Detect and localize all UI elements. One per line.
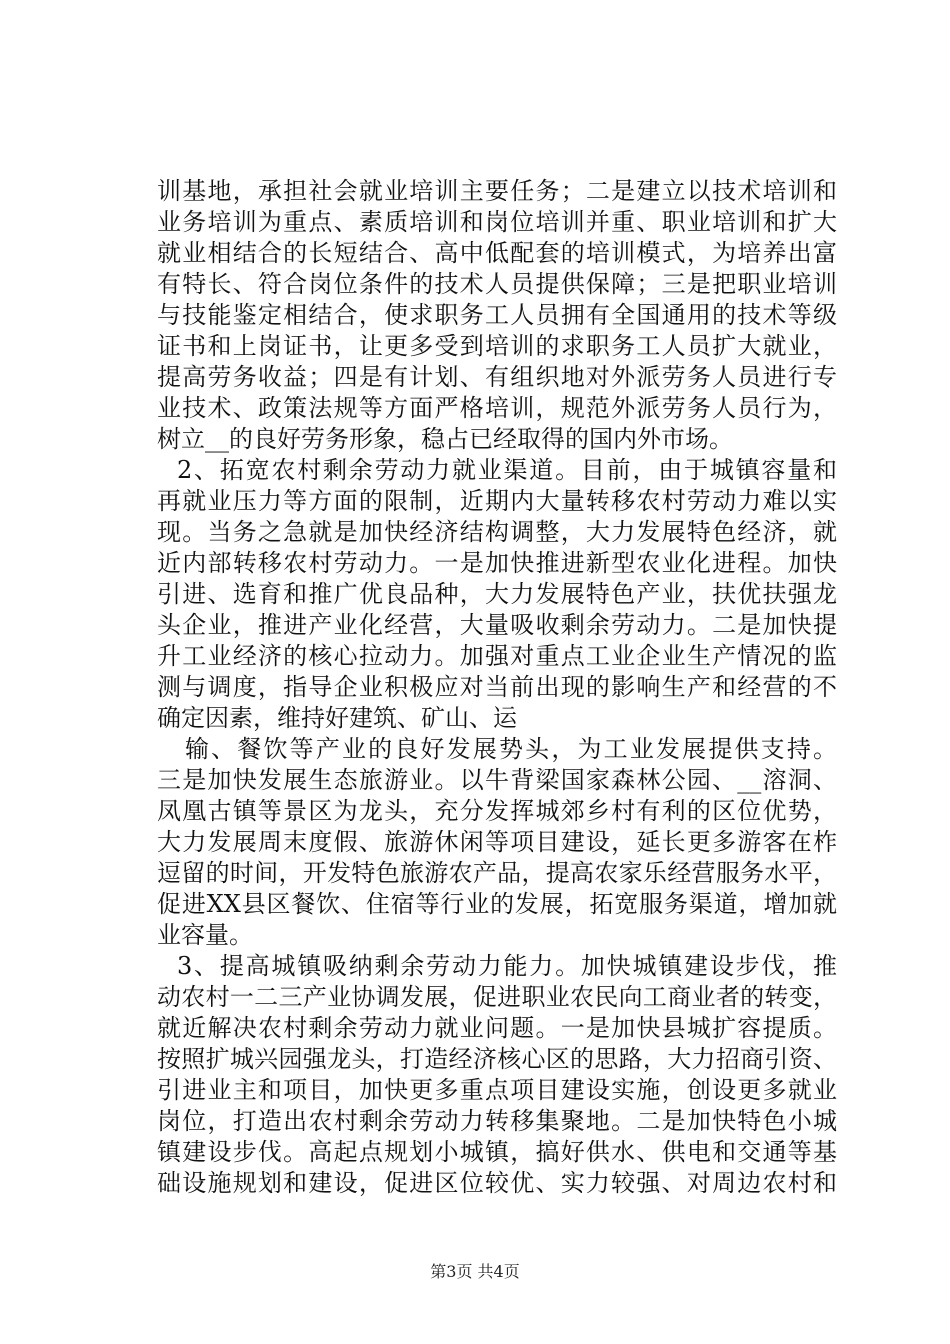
text-line: 3、提高城镇吸纳剩余劳动力能力。加快城镇建设步伐，推 (177, 952, 837, 980)
text-line: 提高劳务收益；四是有计划、有组织地对外派劳务人员进行专 (157, 363, 837, 391)
text-line: 树立__的良好劳务形象，稳占已经取得的国内外市场。 (157, 425, 733, 453)
text-line: 业容量。 (157, 921, 253, 949)
text-line: 三是加快发展生态旅游业。以牛背梁国家森林公园、__溶洞、 (157, 766, 837, 794)
text-line: 升工业经济的核心拉动力。加强对重点工业企业生产情况的监 (157, 642, 837, 670)
text-line: 与技能鉴定相结合，使求职务工人员拥有全国通用的技术等级 (157, 301, 837, 329)
text-line: 镇建设步伐。高起点规划小城镇，搞好供水、供电和交通等基 (157, 1138, 837, 1166)
text-line: 岗位，打造出农村剩余劳动力转移集聚地。二是加快特色小城 (157, 1107, 837, 1135)
text-line: 就业相结合的长短结合、高中低配套的培训模式，为培养出富 (157, 239, 837, 267)
text-line: 训基地，承担社会就业培训主要任务；二是建立以技术培训和 (157, 177, 837, 205)
text-line: 有特长、符合岗位条件的技术人员提供保障；三是把职业培训 (157, 270, 837, 298)
text-line: 按照扩城兴园强龙头，打造经济核心区的思路，大力招商引资、 (157, 1045, 837, 1073)
text-line: 凤凰古镇等景区为龙头，充分发挥城郊乡村有利的区位优势， (157, 797, 837, 825)
text-line: 测与调度，指导企业积极应对当前出现的影响生产和经营的不 (157, 673, 837, 701)
text-line: 近内部转移农村劳动力。一是加快推进新型农业化进程。加快 (157, 549, 837, 577)
text-line: 就近解决农村剩余劳动力就业问题。一是加快县城扩容提质。 (157, 1014, 837, 1042)
text-line: 动农村一二三产业协调发展，促进职业农民向工商业者的转变， (157, 983, 837, 1011)
text-line: 头企业，推进产业化经营，大量吸收剩余劳动力。二是加快提 (157, 611, 837, 639)
text-line: 输、餐饮等产业的良好发展势头，为工业发展提供支持。 (185, 735, 837, 763)
text-line: 础设施规划和建设，促进区位较优、实力较强、对周边农村和 (157, 1169, 837, 1197)
text-line: 2、拓宽农村剩余劳动力就业渠道。目前，由于城镇容量和 (177, 456, 837, 484)
text-line: 大力发展周末度假、旅游休闲等项目建设，延长更多游客在柞 (157, 828, 837, 856)
text-line: 再就业压力等方面的限制，近期内大量转移农村劳动力难以实 (157, 487, 837, 515)
text-line: 现。当务之急就是加快经济结构调整，大力发展特色经济，就 (157, 518, 837, 546)
text-line: 促进XX县区餐饮、住宿等行业的发展，拓宽服务渠道，增加就 (157, 890, 837, 918)
text-line: 引进业主和项目，加快更多重点项目建设实施，创设更多就业 (157, 1076, 837, 1104)
text-line: 证书和上岗证书，让更多受到培训的求职务工人员扩大就业， (157, 332, 837, 360)
text-line: 确定因素，维持好建筑、矿山、运 (157, 704, 517, 732)
page-footer: 第3页 共4页 (430, 1262, 520, 1281)
text-line: 业务培训为重点、素质培训和岗位培训并重、职业培训和扩大 (157, 208, 837, 236)
text-line: 引进、选育和推广优良品种，大力发展特色产业，扶优扶强龙 (157, 580, 837, 608)
text-line: 业技术、政策法规等方面严格培训，规范外派劳务人员行为， (157, 394, 837, 422)
document-body (157, 176, 837, 1199)
text-line: 逗留的时间，开发特色旅游农产品，提高农家乐经营服务水平， (157, 859, 837, 887)
